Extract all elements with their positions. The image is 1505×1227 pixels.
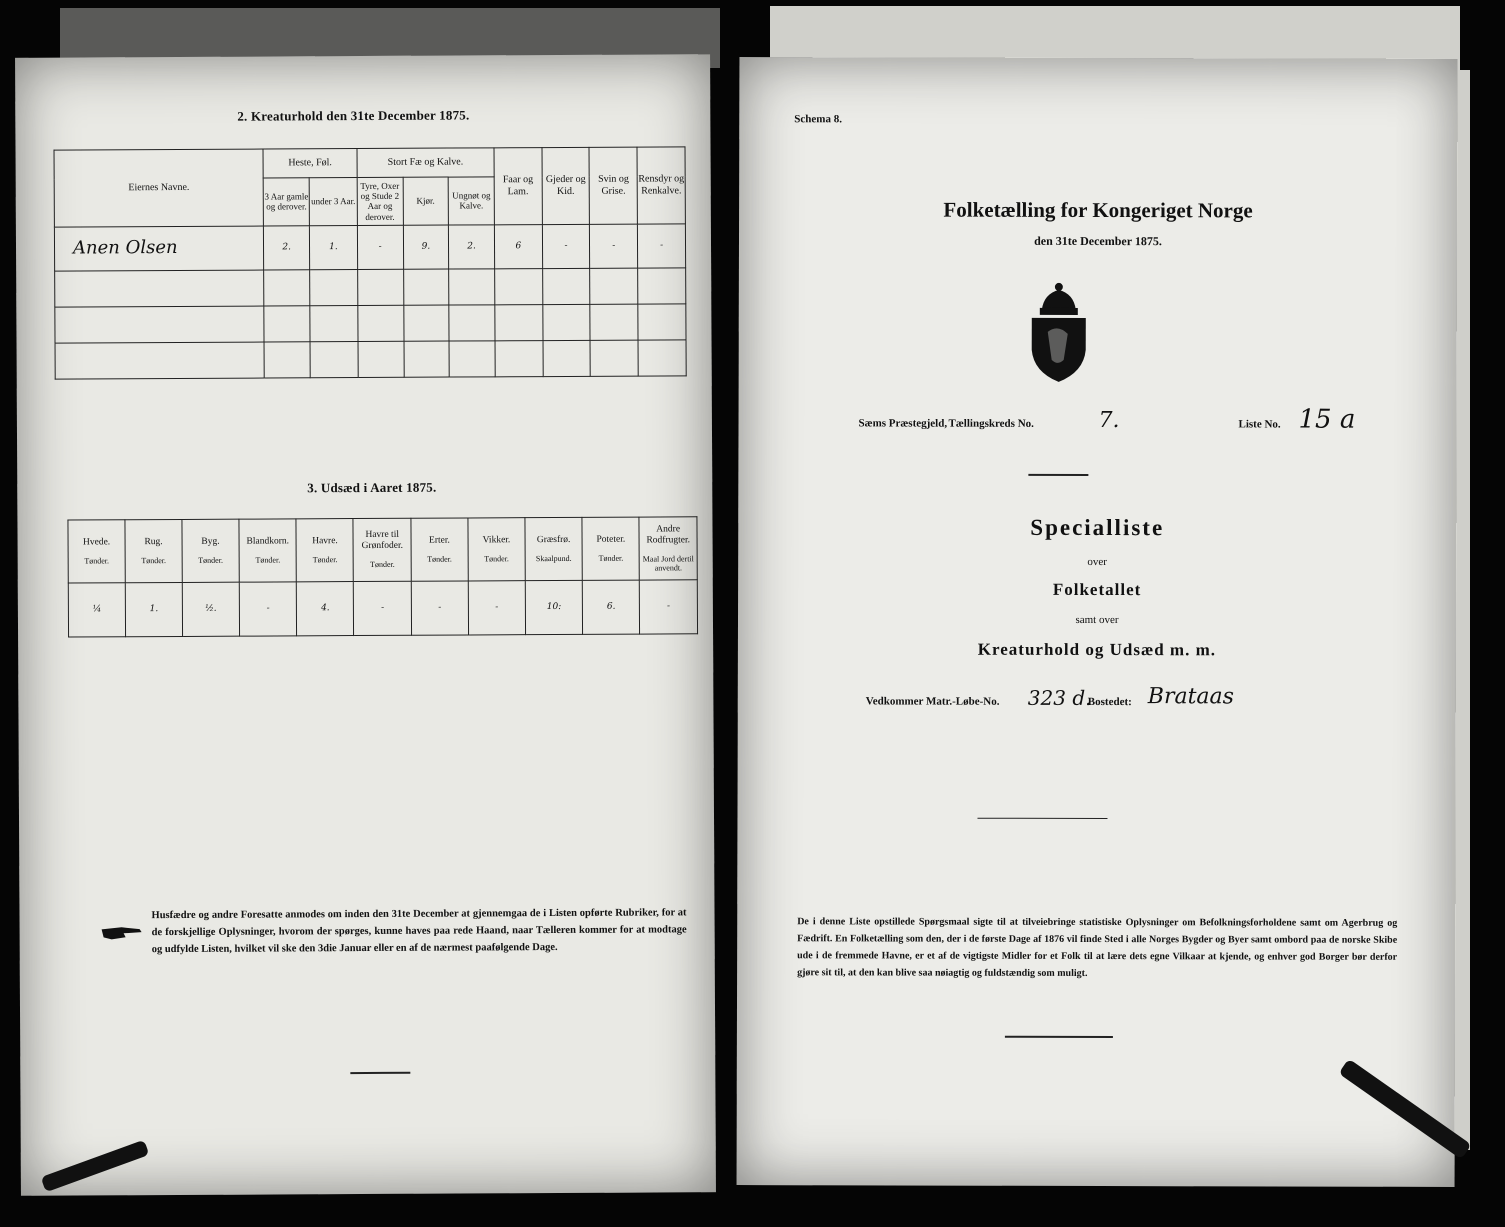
owner-cell: Anen Olsen <box>54 226 264 272</box>
reindeer-header: Rensdyr og Renkalve. <box>637 147 685 224</box>
bulls-header: Tyre, Oxer og Stude 2 Aar og derover. <box>357 177 403 225</box>
seed-table <box>67 516 698 637</box>
pigs-header: Svin og Grise. <box>589 147 637 224</box>
horses-3plus-cell: 2. <box>264 225 310 270</box>
seed-col-header <box>353 518 411 581</box>
pigs-cell: - <box>590 224 638 269</box>
seed-value-cell: 1. <box>125 582 182 637</box>
seed-value-cell: - <box>239 581 297 636</box>
young-cell: 2. <box>449 224 495 269</box>
kreaturhold-text: Kreaturhold og Udsæd m. m. <box>977 639 1217 660</box>
horses-under3-cell: 1. <box>309 225 357 270</box>
seed-col-unit: Tønder. <box>484 553 509 564</box>
seed-col-header <box>182 519 239 582</box>
middle-rule <box>977 818 1107 819</box>
samt-over-text: samt over <box>1075 613 1119 627</box>
seed-value-cell: 6. <box>583 580 640 635</box>
cattle-group-header: Stort Fæ og Kalve. <box>357 148 494 178</box>
parish-label: Sæms Præstegjeld, <box>858 417 948 430</box>
seed-col-header <box>68 520 125 583</box>
horses-under3-header: under 3 Aar. <box>309 178 357 226</box>
seed-col-header <box>525 517 583 580</box>
folketallet-text: Folketallet <box>1052 579 1142 600</box>
matr-label: Vedkommer Matr.-Løbe-No. <box>865 695 1000 708</box>
seed-col-unit: Tønder. <box>141 555 167 565</box>
young-header: Ungnøt og Kalve. <box>448 177 494 225</box>
owner-header: Eiernes Navne. <box>54 149 264 227</box>
seed-value-cell: - <box>411 580 468 635</box>
seed-col-name: Vikker. <box>482 534 511 546</box>
bosted-value: Brataas <box>1147 684 1235 710</box>
right-page <box>737 57 1458 1187</box>
seed-col-unit: Tønder. <box>370 559 395 570</box>
seed-col-unit: Tønder. <box>198 555 223 565</box>
main-title: Folketælling for Kongeriget Norge <box>943 197 1253 223</box>
seed-col-header <box>639 517 697 580</box>
bosted-label: Bostedet: <box>1087 695 1132 709</box>
sheep-cell: 6 <box>494 224 542 269</box>
seed-col-unit: Tønder. <box>84 555 110 566</box>
empty-row <box>55 340 686 379</box>
schema-label: Schema 8. <box>794 113 843 126</box>
seed-value-cell: - <box>640 579 698 634</box>
seed-col-name: Blandkorn. <box>246 536 290 547</box>
seed-col-name: Andre Rodfrugter. <box>646 524 691 546</box>
seed-col-header <box>296 519 353 582</box>
seed-value-cell: 10: <box>525 580 583 635</box>
bulls-cell: - <box>357 225 403 270</box>
seed-col-name: Rug. <box>144 536 163 547</box>
creatures-heading: 2. Kreaturhold den 31te December 1875. <box>237 107 470 124</box>
seed-col-name: Poteter. <box>596 534 626 545</box>
pointing-hand-icon <box>100 923 144 941</box>
cows-cell: 9. <box>403 225 449 270</box>
district-label: Tællingskreds No. <box>948 417 1034 430</box>
seed-col-unit: Skaalpund. <box>535 553 572 563</box>
seed-value-cell: - <box>354 581 412 636</box>
seed-col-name: Erter. <box>429 535 450 546</box>
seed-col-unit: Tønder. <box>312 554 338 564</box>
list-value: 15 a <box>1298 404 1356 435</box>
seed-col-name: Havre til Grønfoder. <box>361 530 404 552</box>
seed-col-header <box>411 518 468 581</box>
bottom-rule <box>1005 1036 1113 1038</box>
coat-of-arms-icon <box>1024 280 1094 385</box>
seed-col-name: Græsfrø. <box>536 534 571 545</box>
goats-header: Gjeder og Kid. <box>542 147 590 224</box>
over-text: over <box>1087 555 1107 569</box>
seed-value-cell: ¼ <box>68 582 125 637</box>
seed-value-cell: - <box>468 580 525 635</box>
seed-col-unit: Maal Jord dertil anvendt. <box>642 553 694 573</box>
special-list-title: Specialliste <box>1030 514 1165 541</box>
horses-group-header: Heste, Føl. <box>263 149 357 179</box>
seed-value-cell: 4. <box>297 581 354 636</box>
seed-col-header <box>239 519 297 582</box>
seed-col-header <box>582 517 639 580</box>
seed-col-unit: Tønder. <box>598 553 624 563</box>
notice-text: Husfædre og andre Foresatte anmodes om inden den 31te December at gjennemgaa de i Listen opførte Rubriker, for at de forskjellige Oplysninger, hvorom der spørges, kunne haves paa rede Haand, naar Tælleren kommer for at modtage og udfylde Listen, hvilket vil ske den 3die Januar eller en af de nærmest paafølgende Dage. <box>151 907 687 956</box>
left-page <box>15 54 716 1196</box>
goats-cell: - <box>542 224 590 269</box>
seed-col-name: Byg. <box>201 536 220 547</box>
seed-col-header <box>468 518 525 581</box>
seed-col-unit: Tønder. <box>255 555 281 565</box>
list-label: Liste No. <box>1238 418 1281 431</box>
seed-value-cell: ½. <box>182 582 239 637</box>
creatures-table <box>54 146 687 379</box>
empty-row <box>55 268 686 307</box>
cows-header: Kjør. <box>403 177 449 225</box>
matr-value: 323 d. <box>1027 685 1092 710</box>
empty-row <box>55 304 686 343</box>
horses-3plus-header: 3 Aar gamle og derover. <box>263 178 309 226</box>
reindeer-cell: - <box>638 223 686 268</box>
district-value: 7. <box>1098 408 1120 434</box>
seed-heading: 3. Udsæd i Aaret 1875. <box>307 479 437 496</box>
seed-col-header <box>125 519 182 582</box>
left-closing-rule <box>350 1072 410 1074</box>
census-date: den 31te December 1875. <box>1034 233 1162 249</box>
separator-rule <box>1028 474 1088 476</box>
sheep-header: Faar og Lam. <box>494 148 542 225</box>
bottom-paragraph: De i denne Liste opstillede Spørgsmaal sigte til at tilveiebringe statistiske Oplysninger om Befolkningsforholdene samt om Agerbrug og Fædrift. En Folketælling som den, der i de første Dage af 1876 vil finde Sted i alle Norges Bygder og Byer samt ombord paa de norske Skibe ude i de fremmede Havne, er et af de vigtigste Midler for et Folk til at lære dets egne Vilkaar at kjende, og enhver god Borger bør derfor gjøre sit til, at den kan blive saa nøiagtig og fuldstændig som muligt. <box>797 916 1398 979</box>
seed-col-unit: Tønder. <box>427 554 452 564</box>
seed-col-name: Hvede. <box>82 537 111 548</box>
seed-col-name: Havre. <box>312 535 338 546</box>
